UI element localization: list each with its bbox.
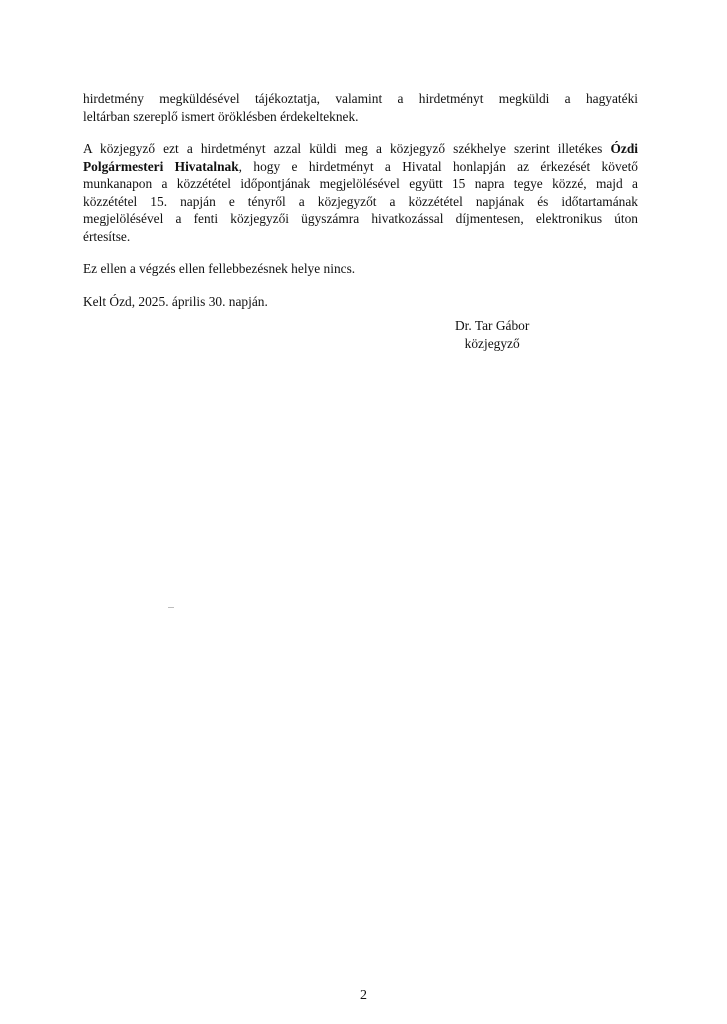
paragraph-line: hirdetmény megküldésével tájékoztatja, valamint a hirdetményt megküldi a hagyatéki bbox=[83, 91, 638, 106]
paragraph-publication-request bbox=[83, 140, 638, 245]
signature-block bbox=[455, 317, 529, 352]
paragraph-date-place: Kelt Ózd, 2025. április 30. napján. bbox=[83, 293, 268, 309]
office-name-bold: Polgármesteri Hivatalnak bbox=[83, 158, 239, 174]
scan-artifact bbox=[168, 607, 174, 608]
paragraph-no-appeal: Ez ellen a végzés ellen fellebbezésnek helye nincs. bbox=[83, 261, 356, 276]
paragraph-line: leltárban szereplő ismert öröklésben érdekelteknek. bbox=[83, 108, 359, 124]
office-name-bold: Ózdi bbox=[610, 141, 638, 156]
paragraph-text: A közjegyző ezt a hirdetményt azzal küldi meg a közjegyző székhelye szerint illetékes bbox=[83, 141, 611, 156]
paragraph-notification-continuation bbox=[83, 90, 638, 125]
document-body bbox=[83, 90, 638, 325]
paragraph-line: közzététel 15. napján e tényről a közjegyzőt a közzététel napjának és időtartamának bbox=[83, 193, 638, 209]
paragraph-line bbox=[83, 140, 638, 158]
paragraph-line: megjelölésével a fenti közjegyzői ügyszámra hivatkozással díjmentesen, elektronikus úton bbox=[83, 211, 638, 226]
paragraph-text: , hogy e hirdetményt a Hivatal honlapján az érkezését követő bbox=[238, 158, 638, 174]
paragraph-line bbox=[83, 158, 638, 176]
signatory-name: Dr. Tar Gábor bbox=[455, 318, 530, 333]
paragraph-line: értesítse. bbox=[83, 228, 131, 244]
paragraph-line: munkanapon a közzététel időpontjának megjelölésével együtt 15 napra tegye közzé, majd a bbox=[83, 176, 638, 191]
page-number: 2 bbox=[360, 988, 367, 1003]
signatory-title: közjegyző bbox=[464, 335, 520, 351]
